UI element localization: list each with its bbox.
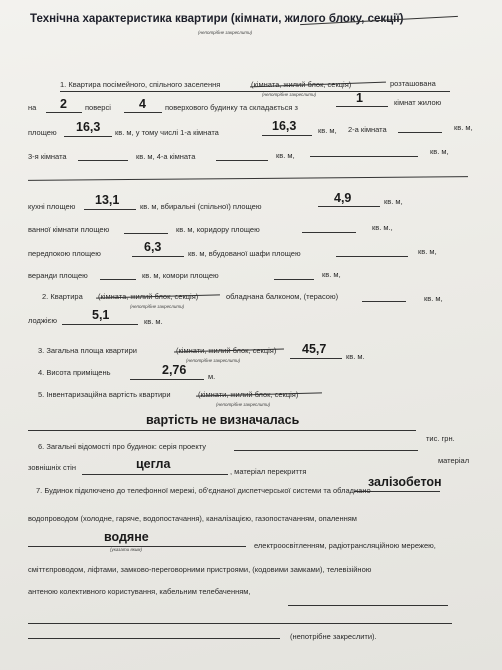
ul-s7-a <box>288 605 448 606</box>
label-slab: , матеріал перекриття <box>230 467 307 476</box>
label-bath: ванної кімнати площею <box>28 225 110 234</box>
label-room3: 3-я кімната <box>28 152 67 161</box>
s4-unit: м. <box>208 372 216 381</box>
s2-d: кв. м, <box>424 294 443 303</box>
ul-floor <box>46 112 82 113</box>
ul-rooms <box>336 106 388 107</box>
label-kvm8: кв. м, <box>322 270 341 279</box>
ul-series <box>234 450 418 451</box>
ul-total-floors <box>124 112 162 113</box>
value-slab: залізобетон <box>368 475 442 489</box>
s3-kvm: кв. м. <box>346 352 365 361</box>
s7-l2: водопроводом (холодне, гаряче, водопостачання), каналізацією, газопостачанням, опаленням <box>28 514 357 523</box>
label-na: на <box>28 103 37 112</box>
s3-a: 3. Загальна площа квартири <box>38 346 137 355</box>
ul-room4 <box>216 160 268 161</box>
label-building: поверхового будинку та складається з <box>165 103 298 112</box>
s2-b: (кімната, жилий блок, секція) <box>98 292 199 301</box>
value-toilet: 4,9 <box>334 191 352 205</box>
s2-a: 2. Квартира <box>42 292 83 301</box>
ul-kitchen <box>84 209 136 210</box>
ul-s7-b <box>28 623 452 624</box>
s6-material: матеріал <box>438 456 470 465</box>
s1-line1-c: розташована <box>390 79 436 88</box>
s7-l1: 7. Будинок підключено до телефонної мережі, об'єднаної диспетчерської системи та обладнано <box>36 486 371 495</box>
s2-c: обладнана балконом, (терасою) <box>226 292 339 301</box>
heating-note: (указати яким) <box>110 547 142 552</box>
ul-room4b <box>310 156 418 157</box>
label-kitchen: кухні площею <box>28 202 76 211</box>
ul-closet <box>336 256 408 257</box>
label-veranda: веранди площею <box>28 271 88 280</box>
s3-b: (кімнати, жилий блок, секція) <box>176 346 277 355</box>
label-room2: 2-а кімната <box>348 125 387 134</box>
value-room1: 16,3 <box>272 119 297 133</box>
label-loggia: лоджією <box>28 316 57 325</box>
value-rooms: 1 <box>356 91 363 105</box>
label-incl: кв. м, у тому числі 1-а кімната <box>115 128 219 137</box>
s1-line1-b: (кімната, жилий блок, секція) <box>251 80 352 89</box>
label-kvm4: кв. м, <box>430 147 449 156</box>
value-heating: водяне <box>104 530 149 544</box>
s7-l6: (непотрібне закреслити). <box>290 632 377 641</box>
s5-unit: тис. грн. <box>426 434 455 443</box>
label-poverse: поверсі <box>85 103 111 112</box>
label-loggia-kvm: кв. м. <box>144 317 163 326</box>
ul-loggia <box>62 324 138 325</box>
label-storage: кв. м, комори площею <box>142 271 219 280</box>
value-walls: цегла <box>136 457 171 471</box>
s1-line1-a: 1. Квартира посімейного, спільного заселення <box>60 80 221 89</box>
value-area: 16,3 <box>76 120 101 134</box>
value-hall: 6,3 <box>144 240 162 254</box>
s5-a: 5. Інвентаризаційна вартість квартири <box>38 390 171 399</box>
s7-l3: електроосвітленням, радіотрансляційною мережею, <box>254 541 436 550</box>
s4-a: 4. Висота приміщень <box>38 368 111 377</box>
ul-storage <box>274 279 314 280</box>
ul-bath <box>124 233 168 234</box>
ul-walls <box>82 474 228 475</box>
ul-balcony <box>362 301 406 302</box>
label-room4: кв. м, 4-а кімната <box>136 152 196 161</box>
ul-room1 <box>262 135 312 136</box>
ul-area <box>64 136 112 137</box>
s7-l5: антеною колективного користування, кабельним телебаченням, <box>28 587 251 596</box>
label-kvm6: кв. м., <box>372 223 393 232</box>
ul-corridor <box>302 232 356 233</box>
value-inventory: вартість не визначалась <box>146 413 300 427</box>
label-kvm7: кв. м, <box>418 247 437 256</box>
ul-toilet <box>318 206 380 207</box>
label-kvm2: кв. м, <box>454 123 473 132</box>
s5-b: (кімнати, жилий блок, секція) <box>198 390 299 399</box>
ul-full-1 <box>28 176 468 181</box>
s3-note: (непотрібне закреслити) <box>186 358 241 363</box>
label-kvm3: кв. м, <box>276 151 295 160</box>
label-kvm5: кв. м, <box>384 197 403 206</box>
ul-s7-c <box>28 638 280 639</box>
label-closet: кв. м, вбудованої шафи площею <box>188 249 301 258</box>
s1-note: (непотрібне закреслити) <box>262 92 317 97</box>
label-toilet: кв. м, вбиральні (спільної) площею <box>140 202 262 211</box>
ul-veranda <box>100 279 136 280</box>
s6-a: 6. Загальні відомості про будинок: серія проекту <box>38 442 206 451</box>
ul-hall <box>132 256 184 257</box>
label-walls: зовнішніх стін <box>28 463 76 472</box>
ul-room2 <box>398 132 442 133</box>
s2-note: (непотрібне закреслити) <box>130 304 185 309</box>
value-total-area: 45,7 <box>302 342 327 356</box>
s1-underline <box>60 91 450 92</box>
value-total-floors: 4 <box>139 97 146 111</box>
ul-height <box>130 379 204 380</box>
label-rooms: кімнат жилою <box>394 98 442 107</box>
value-floor: 2 <box>60 97 67 111</box>
s5-note: (непотрібне закреслити) <box>216 402 271 407</box>
label-area: площею <box>28 128 57 137</box>
value-kitchen: 13,1 <box>95 193 120 207</box>
value-height: 2,76 <box>162 363 187 377</box>
ul-room3 <box>78 160 128 161</box>
label-kvm: кв. м, <box>318 126 337 135</box>
ul-total-area <box>290 358 342 359</box>
value-loggia: 5,1 <box>92 308 110 322</box>
s7-l4: сміттєпроводом, ліфтами, замково-переговорними пристроями, (кодовими замками), телевізійною <box>28 565 372 574</box>
title-note: (непотрібне закреслити) <box>198 30 253 35</box>
label-hall: передпокою площею <box>28 249 101 258</box>
label-corridor: кв. м, коридору площею <box>176 225 260 234</box>
page-title: Технічна характеристика квартири (кімнати, жилого блоку, секції) <box>30 13 404 25</box>
ul-inventory <box>28 430 416 431</box>
